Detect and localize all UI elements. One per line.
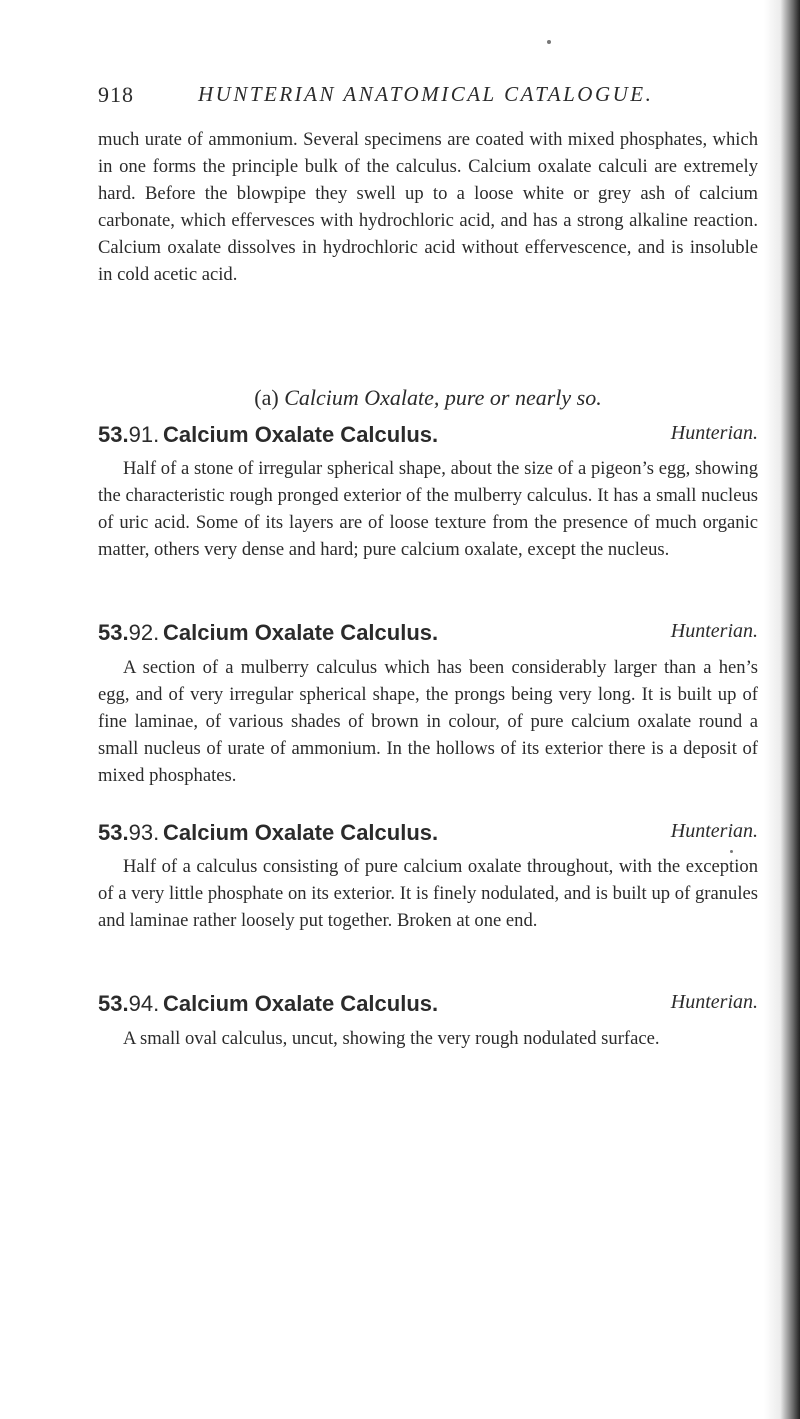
entry-title: Calcium Oxalate Calculus. [163, 422, 439, 447]
running-title: HUNTERIAN ANATOMICAL CATALOGUE. [198, 82, 654, 106]
entry-source: Hunterian. [670, 422, 758, 444]
page-edge-shadow [764, 0, 800, 1419]
entry-number [98, 820, 159, 846]
section-label: (a) [254, 385, 285, 410]
entry-source: Hunterian. [670, 991, 758, 1013]
entry-description: Half of a stone of irregular spherical shape, about the size of a pigeon’s egg, showing the characteristic rough pronged exterior of the mulberry calculus. It has a small nucleus of uric acid. Some of its layers are of loose texture from the presence of much organic matter, others very dense and hard; pure calcium oxalate, except the nucleus. [98, 458, 758, 560]
entry-number [98, 422, 159, 448]
entry-source: Hunterian. [670, 820, 758, 842]
entry-heading [98, 422, 758, 452]
section-title: Calcium Oxalate, pure or nearly so. [284, 385, 602, 410]
entry-item-number: 92. [128, 620, 160, 645]
entry-series: 53. [98, 820, 129, 845]
entry-title: Calcium Oxalate Calculus. [163, 620, 439, 645]
entry-item-number: 91. [128, 422, 160, 447]
entry-description: A small oval calculus, uncut, showing the very rough nodulated surface. [123, 1028, 660, 1049]
entry-heading [98, 820, 758, 850]
entry-title: Calcium Oxalate Calculus. [163, 820, 439, 845]
entry-number [98, 620, 159, 646]
print-speck [547, 40, 551, 44]
entry-description: A section of a mulberry calculus which has been considerably larger than a hen’s egg, and of very irregular spherical shape, the prongs being very long. It is built up of fine laminae, of various shades of brown in colour, of pure calcium oxalate round a small nucleus of urate of ammonium. In the hollows of its exterior there is a deposit of mixed phosphates. [98, 657, 758, 786]
entry-description: Half of a calculus consisting of pure calcium oxalate throughout, with the exception of a very little phosphate on its exterior. It is finely nodulated, and is built up of granules and laminae rather loosely put together. Broken at one end. [98, 856, 758, 931]
page-number: 918 [98, 82, 134, 107]
entry-title: Calcium Oxalate Calculus. [163, 991, 439, 1016]
entry-series: 53. [98, 991, 129, 1016]
entry-item-number: 93. [128, 820, 160, 845]
entry-heading [98, 620, 758, 650]
entry-series: 53. [98, 422, 129, 447]
running-head [98, 82, 758, 112]
section-heading [98, 385, 758, 411]
entry-heading [98, 991, 758, 1021]
entry-number [98, 991, 159, 1017]
entry-source: Hunterian. [670, 620, 758, 642]
entry-item-number: 94. [128, 991, 160, 1016]
entry-series: 53. [98, 620, 129, 645]
intro-paragraph: much urate of ammonium. Several specimens are coated with mixed phosphates, which in one forms the principle bulk of the calculus. Calcium oxalate calculi are extremely hard. Before the blowpipe they swell up to a loose white or grey ash of calcium carbonate, which effervesces with hydrochloric acid, and has a strong alkaline reaction. Calcium oxalate dissolves in hydrochloric acid without effervescence, and is insoluble in cold acetic acid. [98, 129, 758, 285]
